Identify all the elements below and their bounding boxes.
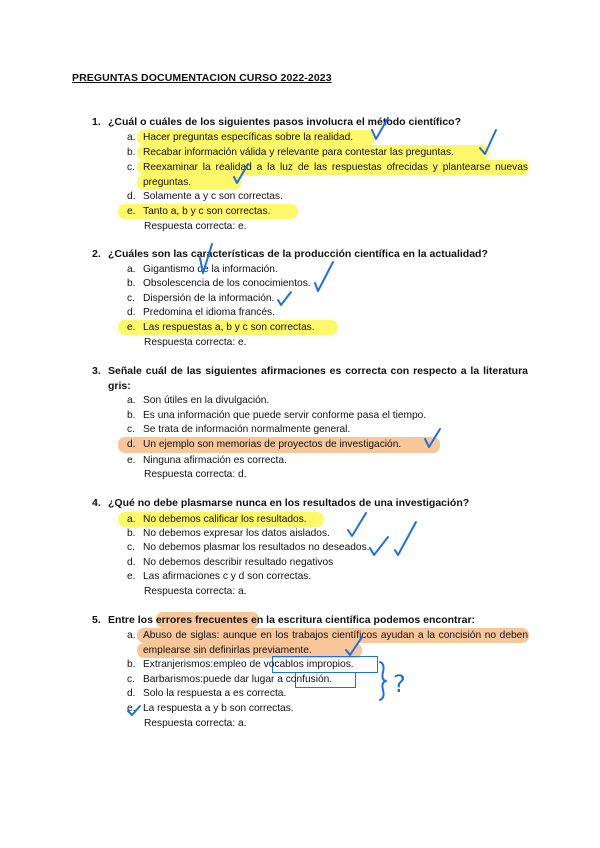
handwritten-question-mark: ?: [393, 670, 406, 698]
option-text: Hacer preguntas específicas sobre la realidad.: [143, 132, 354, 143]
option-text: Ninguna afirmación es correcta.: [143, 455, 287, 466]
question-text: Entre los errores frecuentes en la escritura científica podemos encontrar:: [108, 614, 476, 626]
option-letter: b.: [127, 659, 136, 670]
option-letter: b.: [127, 528, 136, 539]
option-letter: a.: [127, 514, 136, 525]
question-number: 2.: [92, 248, 101, 260]
checkmark-icon: [348, 513, 366, 536]
option-text: Recabar información válida y relevante para contestar las preguntas.: [143, 147, 454, 158]
answer-1: Respuesta correcta: e.: [144, 221, 247, 232]
question-number: 3.: [92, 365, 101, 377]
option-text: Es una información que puede servir conforme pasa el tiempo.: [143, 410, 427, 421]
option-letter: d.: [127, 439, 136, 450]
option-text: Solamente a y c son correctas.: [143, 191, 283, 202]
brace-icon: [380, 662, 386, 700]
checkmark-icon: [315, 262, 333, 291]
option-letter: d.: [127, 688, 136, 699]
option-text: Gigantismo de la información.: [143, 264, 278, 275]
option-text: Solo la respuesta a es correcta.: [143, 688, 287, 699]
checkmark-icon: [395, 522, 416, 555]
option-text: Extranjerismos:empleo de vocablos impropios.: [143, 659, 354, 670]
question-number: 4.: [92, 497, 101, 509]
option-letter: e.: [127, 455, 136, 466]
option-letter: b.: [127, 278, 136, 289]
option-text: Barbarismos:puede dar lugar a confusión.: [143, 674, 333, 685]
option-text: Reexaminar la realidad a la luz de las respuestas ofrecidas y plantearse nuevas preguntas.: [143, 162, 528, 188]
question-text: ¿Cuáles son las características de la producción científica en la actualidad?: [108, 248, 488, 260]
option-text: Las afirmaciones c y d son correctas.: [143, 571, 312, 582]
answer-2: Respuesta correcta: e.: [144, 337, 247, 348]
option-letter: d.: [127, 557, 136, 568]
answer-4: Respuesta correcta: a.: [144, 586, 247, 597]
option-letter: d.: [127, 191, 136, 202]
option-text: No debemos calificar los resultados.: [143, 514, 307, 525]
option-letter: e.: [127, 703, 136, 714]
option-text: No debemos describir resultado negativos: [143, 557, 334, 568]
option-text: Tanto a, b y c son correctas.: [143, 206, 271, 217]
option-text: Abuso de siglas: aunque en los trabajos científicos ayudan a la concisión no deben emplearse sin definirlas previamente.: [143, 630, 528, 656]
option-letter: c.: [127, 293, 135, 304]
option-text: No debemos plasmar los resultados no deseados.: [143, 542, 370, 553]
checkmark-icon: [278, 292, 291, 305]
question-text: ¿Cuál o cuáles de los siguientes pasos involucra el método científico?: [108, 116, 462, 128]
option-letter: e.: [127, 322, 136, 333]
checkmark-icon: [370, 537, 388, 555]
option-letter: c.: [127, 162, 135, 173]
question-text: Señale cuál de las siguientes afirmaciones es correcta con respecto a la literatura gris:: [108, 365, 528, 392]
option-text: Obsolescencia de los conocimientos.: [143, 278, 311, 289]
option-text: Un ejemplo son memorias de proyectos de investigación.: [143, 439, 402, 450]
answer-3: Respuesta correcta: d.: [144, 469, 247, 480]
document-title: PREGUNTAS DOCUMENTACION CURSO 2022-2023: [72, 72, 332, 84]
option-letter: c.: [127, 424, 135, 435]
option-text: No debemos expresar los datos aislados.: [143, 528, 330, 539]
answer-5: Respuesta correcta: a.: [144, 718, 247, 729]
option-letter: b.: [127, 147, 136, 158]
option-text: La respuesta a y b son correctas.: [143, 703, 294, 714]
option-letter: e.: [127, 206, 136, 217]
option-letter: a.: [127, 630, 136, 641]
option-letter: d.: [127, 307, 136, 318]
option-letter: a.: [127, 395, 136, 406]
question-number: 1.: [92, 116, 101, 128]
option-letter: b.: [127, 410, 136, 421]
option-text: Se trata de información normalmente general.: [143, 424, 351, 435]
option-letter: c.: [127, 674, 135, 685]
question-text: ¿Qué no debe plasmarse nunca en los resultados de una investigación?: [108, 497, 470, 509]
option-letter: a.: [127, 132, 136, 143]
option-letter: c.: [127, 542, 135, 553]
question-number: 5.: [92, 614, 101, 626]
option-text: Son útiles en la divulgación.: [143, 395, 270, 406]
option-letter: e.: [127, 571, 136, 582]
option-letter: a.: [127, 264, 136, 275]
option-text: Dispersión de la información.: [143, 293, 275, 304]
option-text: Las respuestas a, b y c son correctas.: [143, 322, 315, 333]
option-text: Predomina el idioma francés.: [143, 307, 275, 318]
